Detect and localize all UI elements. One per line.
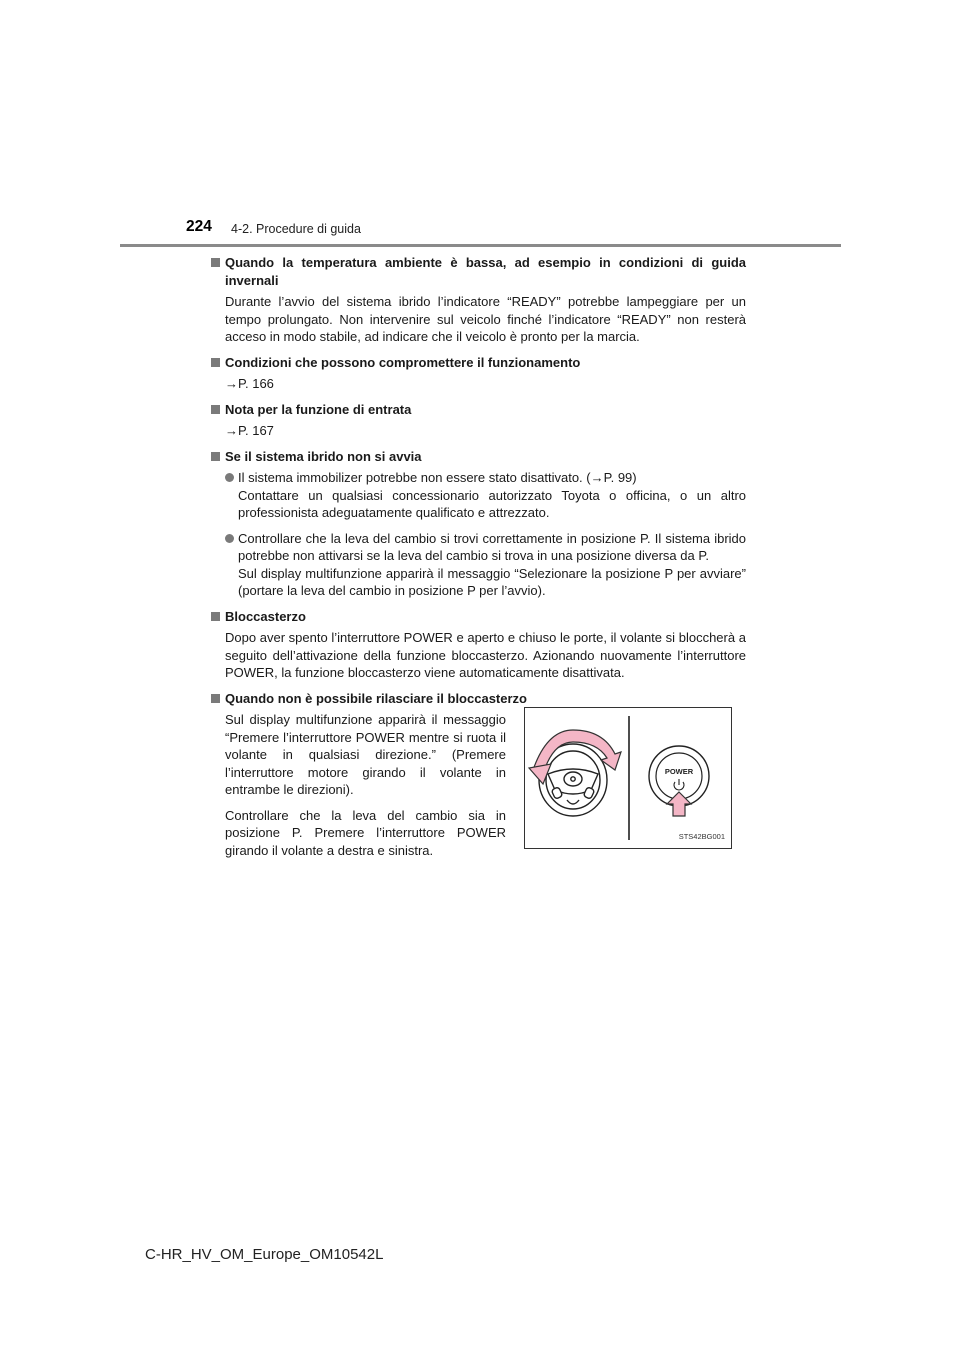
square-bullet-icon (211, 258, 220, 267)
section-conditions (211, 354, 746, 393)
section-body: Controllare che la leva del cambio sia in posizione P. Premere l’interruttore POWER girando il volante a destra e sinistra. (225, 807, 506, 858)
section-body: Sul display multifunzione apparirà il messaggio “Premere l’interruttore POWER mentre si ruota il volante in qualsiasi direzione.” (Premere l’interruttore motore girando il volante in entrambe le direzioni). (225, 712, 506, 797)
footer-document-code: C-HR_HV_OM_Europe_OM10542L (145, 1246, 384, 1263)
page-reference: →P. 167 (225, 423, 274, 438)
square-bullet-icon (211, 358, 220, 367)
section-heading: Nota per la funzione di entrata (225, 401, 412, 417)
section-body: Durante l’avvio del sistema ibrido l’indicatore “READY” potrebbe lampeggiare per un tempo prolungato. Non intervenire sul veicolo finché l’indicatore “READY” non resterà acceso in modo stabile, ad indicare che il veicolo è pronto per la marcia. (225, 294, 746, 344)
page-reference: →P. 166 (225, 376, 274, 391)
section-entry-function (211, 401, 746, 440)
steering-power-illustration (524, 707, 732, 849)
bullet-line: Controllare che la leva del cambio si trovi correttamente in posizione P. Il sistema ibrido potrebbe non attivarsi se la leva del cambio si trova in una posizione diversa da P. (238, 530, 746, 563)
section-body: Dopo aver spento l’interruttore POWER e aperto e chiuso le porte, il volante si bloccherà a seguito dell’attivazione della funzione bloccasterzo. Azionando nuovamente l’interruttore POWER, la funzione bloccasterzo viene automaticamente disattivata. (225, 630, 746, 680)
bullet-line: Il sistema immobilizer potrebbe non essere stato disattivato. (→P. 99) (238, 470, 637, 485)
square-bullet-icon (211, 694, 220, 703)
section-heading: Condizioni che possono compromettere il funzionamento (225, 354, 581, 370)
content (211, 254, 746, 866)
figure-code: STS42BG001 (678, 831, 725, 841)
square-bullet-icon (211, 405, 220, 414)
round-bullet-icon (225, 473, 234, 482)
section-steering-lock (211, 608, 746, 682)
square-bullet-icon (211, 612, 220, 621)
section-heading: Bloccasterzo (225, 608, 306, 624)
section-cold-temperature (211, 254, 746, 346)
power-button-label: POWER (664, 767, 694, 776)
section-hybrid-not-starting (211, 448, 746, 600)
page-number: 224 (186, 218, 212, 235)
bullet-line: Sul display multifunzione apparirà il messaggio “Selezionare la posizione P per avviare” (portare la leva del cambio in posizione P per l’avvio). (238, 565, 746, 598)
section-heading: Quando la temperatura ambiente è bassa, ad esempio in condizioni di guida invernali (225, 255, 746, 288)
list-item (211, 469, 746, 522)
bullet-line: Contattare un qualsiasi concessionario autorizzato Toyota o officina, o un altro professionista adeguatamente qualificato e attrezzato. (238, 487, 746, 520)
list-item (211, 530, 746, 600)
round-bullet-icon (225, 534, 234, 543)
section-heading: Quando non è possibile rilasciare il bloccasterzo (225, 690, 527, 706)
square-bullet-icon (211, 452, 220, 461)
section-heading: Se il sistema ibrido non si avvia (225, 448, 422, 464)
header-rule (120, 244, 841, 247)
section-steering-lock-release (211, 690, 746, 867)
section-title: 4-2. Procedure di guida (231, 222, 361, 236)
